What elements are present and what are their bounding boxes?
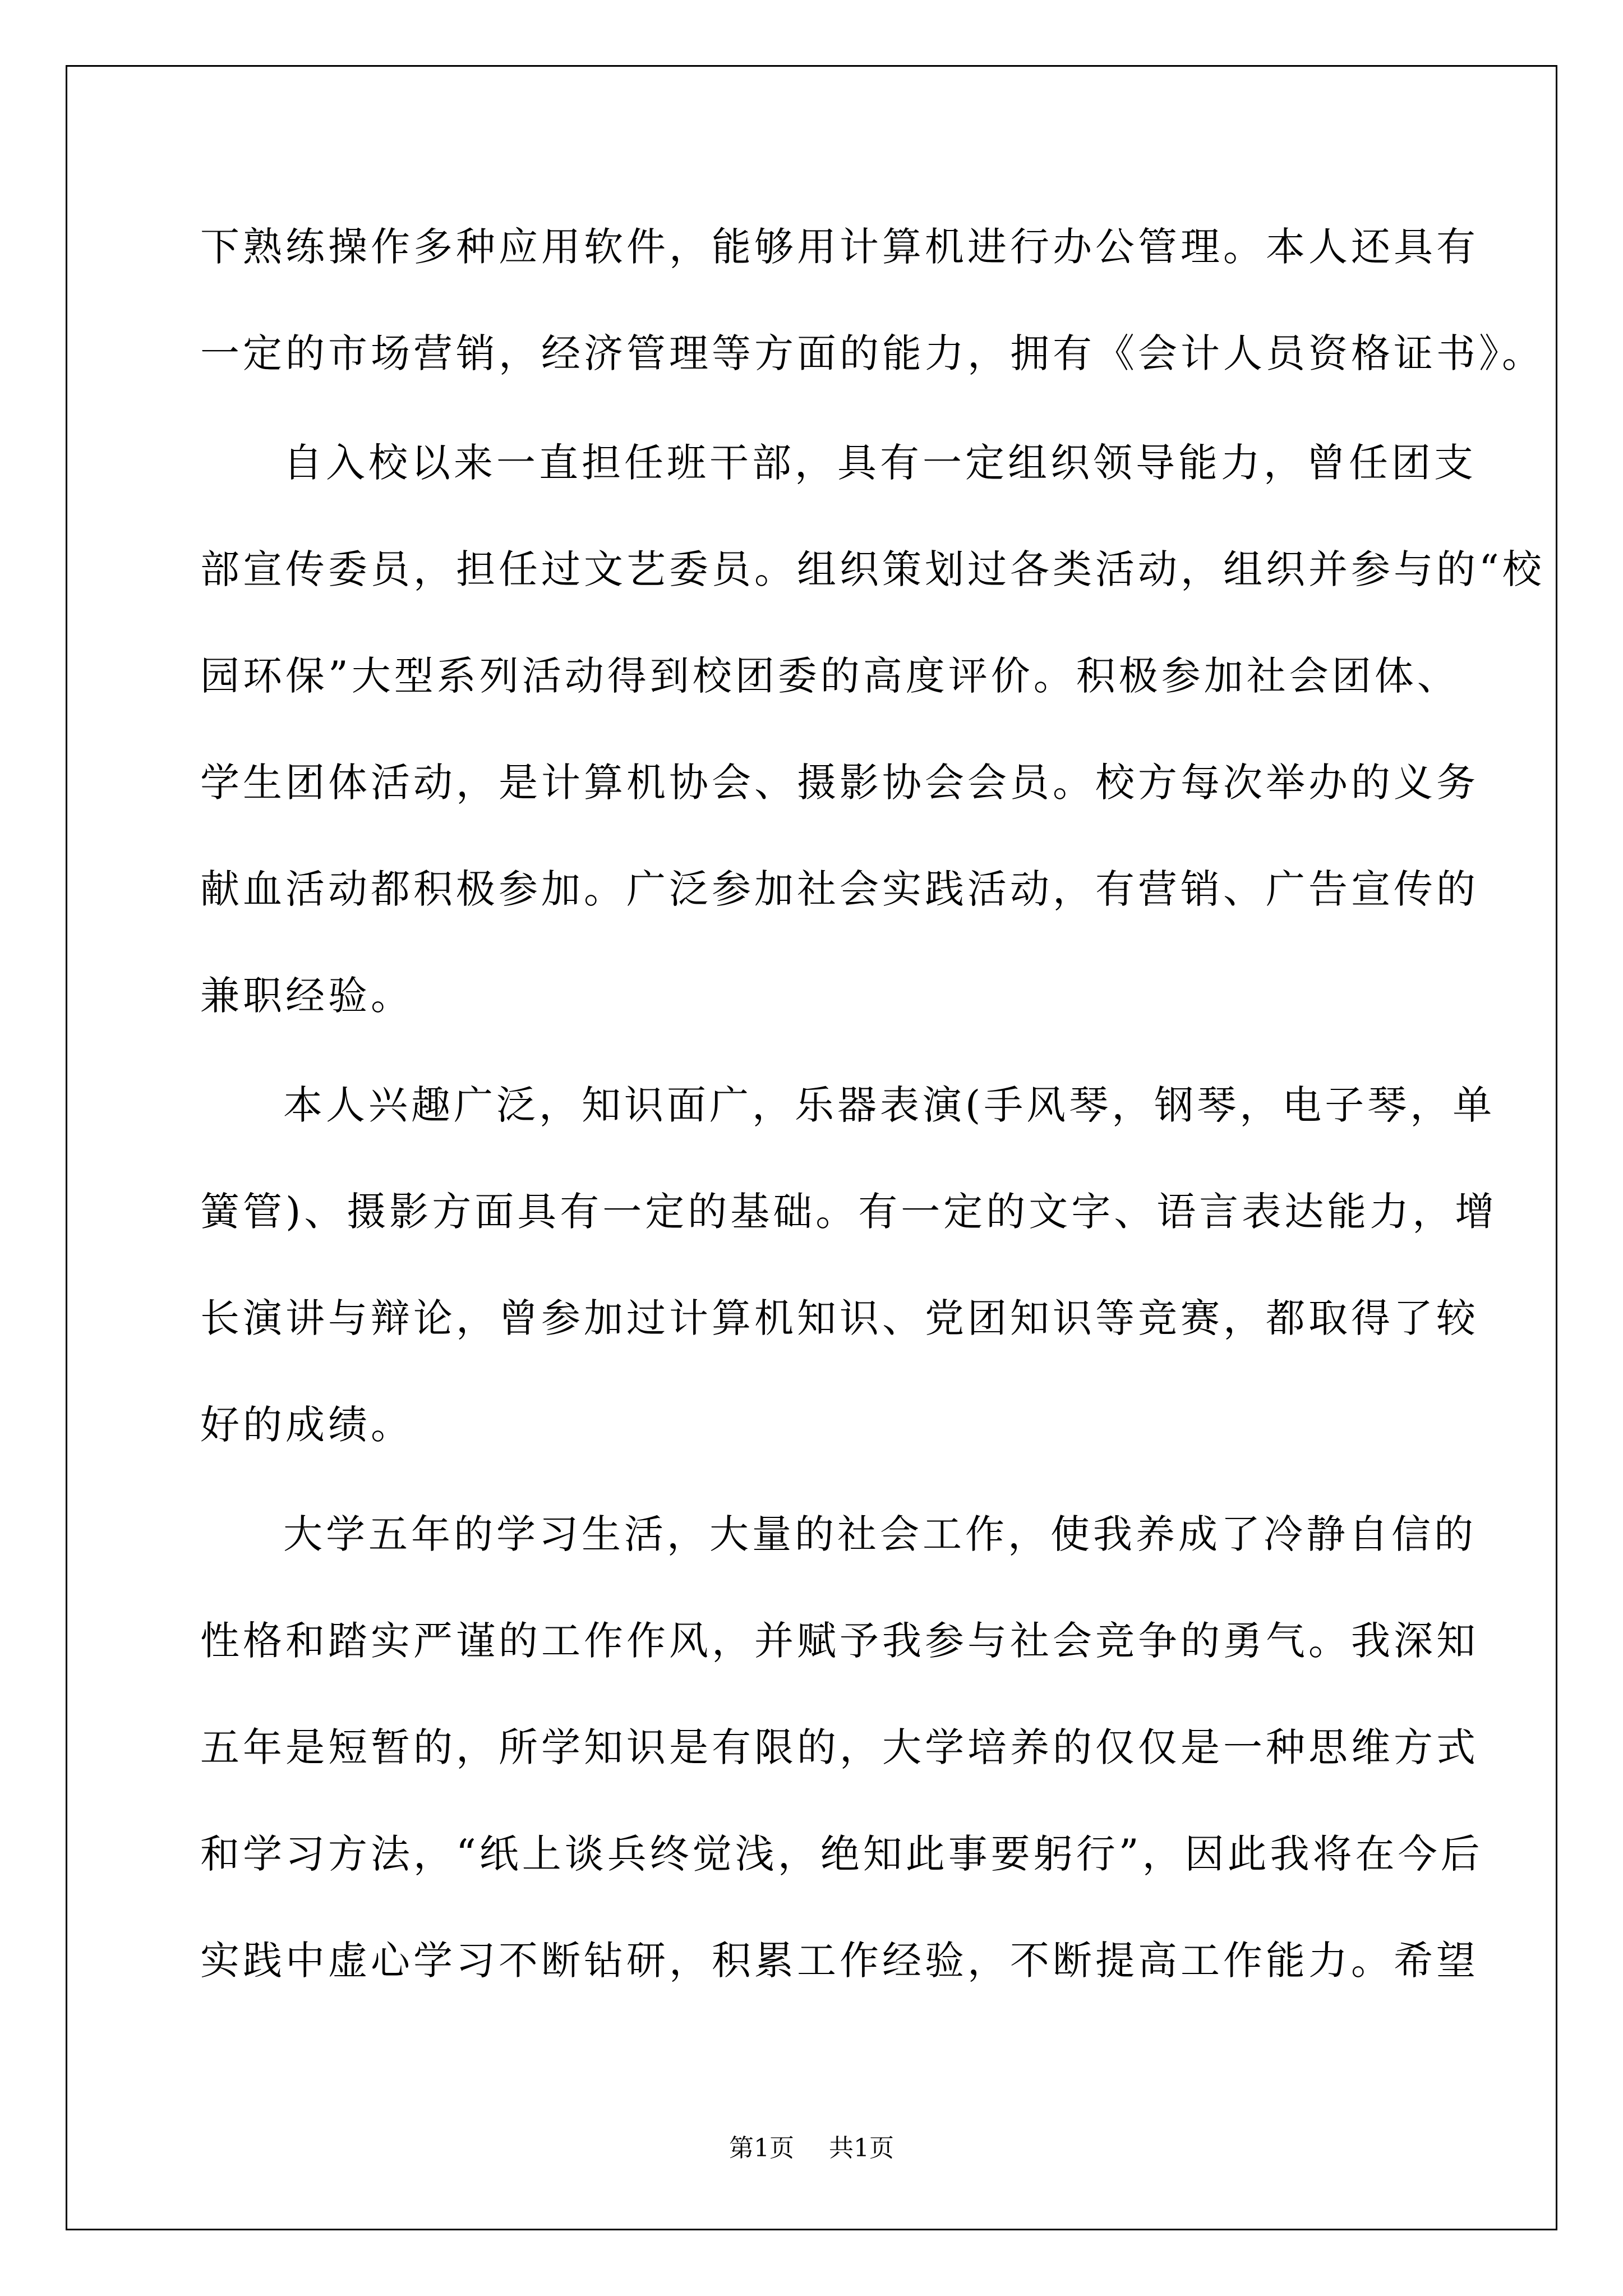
text-line: 兼职经验。 bbox=[200, 973, 413, 1019]
text-line: 和学习方法，“纸上谈兵终觉浅，绝知此事要躬行”，因此我将在今后 bbox=[200, 1831, 1483, 1877]
page-footer bbox=[0, 2132, 1623, 2165]
paragraph-start-line: 大学五年的学习生活，大量的社会工作，使我养成了冷静自信的 bbox=[283, 1511, 1477, 1557]
text-line: 部宣传委员，担任过文艺委员。组织策划过各类活动，组织并参与的“校 bbox=[200, 546, 1545, 592]
text-line: 簧管)、摄影方面具有一定的基础。有一定的文字、语言表达能力，增 bbox=[200, 1189, 1498, 1235]
page-number: 第1页 bbox=[729, 2134, 794, 2162]
text-line: 园环保”大型系列活动得到校团委的高度评价。积极参加社会团体、 bbox=[200, 653, 1460, 699]
text-line: 长演讲与辩论，曾参加过计算机知识、党团知识等竞赛，都取得了较 bbox=[200, 1295, 1479, 1341]
text-line: 献血活动都积极参加。广泛参加社会实践活动，有营销、广告宣传的 bbox=[200, 866, 1479, 912]
text-line: 性格和踏实严谨的工作作风，并赋予我参与社会竞争的勇气。我深知 bbox=[200, 1618, 1479, 1664]
text-line: 实践中虚心学习不断钻研，积累工作经验，不断提高工作能力。希望 bbox=[200, 1938, 1479, 1984]
page-total: 共1页 bbox=[829, 2134, 894, 2162]
text-line: 学生团体活动，是计算机协会、摄影协会会员。校方每次举办的义务 bbox=[200, 760, 1479, 806]
paragraph-start-line: 自入校以来一直担任班干部，具有一定组织领导能力，曾任团支 bbox=[283, 440, 1477, 486]
text-line: 五年是短暂的，所学知识是有限的，大学培养的仅仅是一种思维方式 bbox=[200, 1724, 1479, 1770]
text-line: 下熟练操作多种应用软件，能够用计算机进行办公管理。本人还具有 bbox=[200, 224, 1479, 270]
paragraph-start-line: 本人兴趣广泛，知识面广，乐器表演(手风琴，钢琴，电子琴，单 bbox=[283, 1082, 1496, 1128]
page-border bbox=[66, 65, 1557, 2230]
text-line: 好的成绩。 bbox=[200, 1402, 413, 1448]
text-line: 一定的市场营销，经济管理等方面的能力，拥有《会计人员资格证书》。 bbox=[200, 330, 1544, 376]
